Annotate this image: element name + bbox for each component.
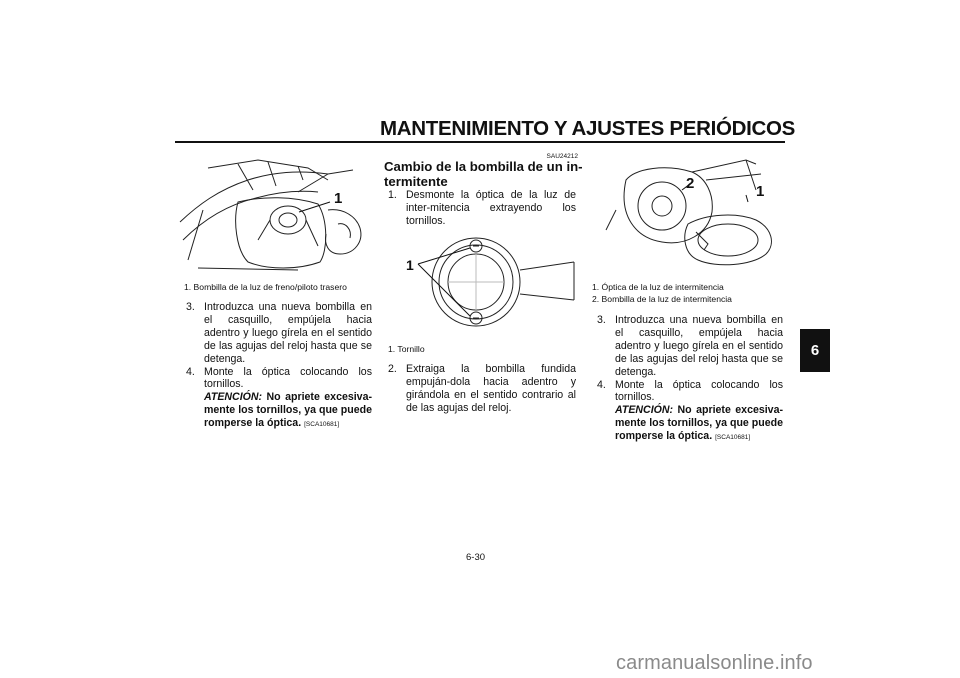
figure-callout-1: 1	[334, 190, 343, 207]
warning-note	[615, 404, 783, 445]
step-number: 2.	[388, 363, 397, 375]
figure-callout-1: 1	[756, 183, 765, 200]
step-1	[388, 189, 576, 228]
step-4	[597, 379, 783, 446]
right-steps	[597, 314, 783, 445]
figure-caption-1: 1. Óptica de la luz de intermitencia	[592, 282, 724, 292]
figure-callout-2: 2	[686, 175, 695, 192]
step-text: Introduzca una nueva bombilla en el casquillo, empújela hacia adentro y luego gírela en el sentido de las agujas del reloj hasta que se detenga.	[615, 314, 783, 378]
page-number: 6-30	[466, 552, 486, 563]
tail-light-figure	[178, 150, 368, 278]
watermark: carmanualsonline.info	[616, 652, 813, 674]
figure-callout-1: 1	[406, 257, 414, 273]
section-code: SAU24212	[546, 153, 578, 160]
step-3	[186, 301, 372, 366]
figure-caption-2: 2. Bombilla de la luz de intermitencia	[592, 294, 732, 304]
turn-signal-screw-figure	[384, 230, 579, 338]
warning-text: No apriete excesiva-mente los tornillos, ya que puede romperse la óptica.	[204, 391, 372, 430]
warning-text: No apriete excesiva-mente los tornillos, ya que puede romperse la óptica.	[615, 404, 783, 443]
section-title-line-1: Cambio de la bombilla de un in-	[384, 159, 583, 174]
section-title-line-2: termitente	[384, 173, 448, 189]
warning-label: ATENCIÓN:	[615, 404, 674, 417]
header-rule	[175, 141, 785, 143]
step-number: 4.	[186, 365, 195, 378]
warning-code: [SCA10681]	[715, 434, 751, 442]
figure-caption: 1. Tornillo	[388, 344, 425, 354]
step-number: 4.	[597, 378, 606, 391]
step-3	[597, 314, 783, 379]
step-text: Desmonte la óptica de la luz de inter-mitencia extrayendo los tornillos.	[406, 189, 576, 227]
warning-code: [SCA10681]	[304, 421, 340, 429]
step-text: Monte la óptica colocando los tornillos.	[615, 378, 783, 404]
step-text: Monte la óptica colocando los tornillos.	[204, 365, 372, 391]
turn-signal-bulb-figure	[596, 150, 786, 278]
step-2	[388, 363, 576, 415]
middle-step-1	[388, 189, 576, 228]
step-4	[186, 366, 372, 433]
figure-caption: 1. Bombilla de la luz de freno/piloto trasero	[184, 282, 347, 292]
step-number: 3.	[186, 301, 195, 313]
left-steps	[186, 301, 372, 432]
chapter-tab: 6	[800, 329, 830, 372]
middle-step-2	[388, 363, 576, 415]
page-title: MANTENIMIENTO Y AJUSTES PERIÓDICOS	[380, 117, 796, 140]
warning-note	[204, 391, 372, 432]
step-text: Extraiga la bombilla fundida empuján-dola hacia adentro y girándola en el sentido contrario al de las agujas del reloj.	[406, 363, 576, 414]
step-number: 1.	[388, 189, 397, 201]
step-text: Introduzca una nueva bombilla en el casquillo, empújela hacia adentro y luego gírela en el sentido de las agujas del reloj hasta que se detenga.	[204, 301, 372, 365]
step-number: 3.	[597, 314, 606, 326]
warning-label: ATENCIÓN:	[204, 391, 263, 404]
section-title	[384, 160, 584, 189]
